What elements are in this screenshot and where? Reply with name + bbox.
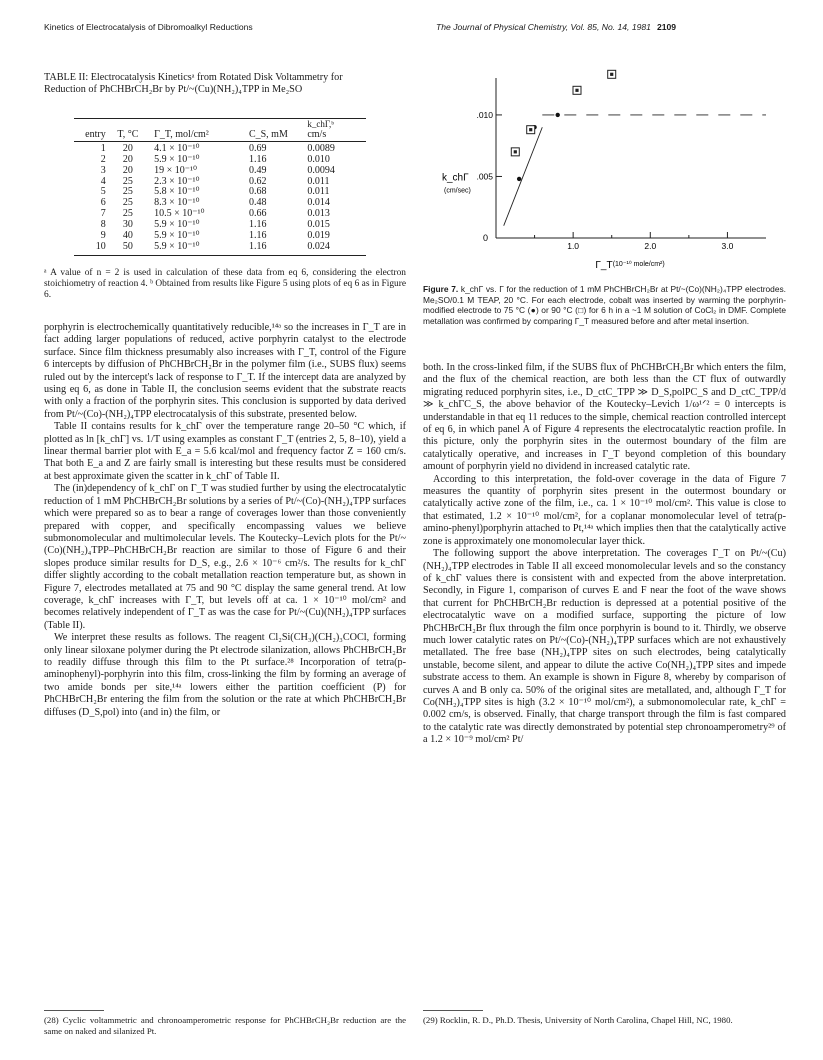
caption-label: Figure 7.: [423, 284, 459, 294]
table-cell-conc: 0.49: [248, 164, 267, 176]
body-paragraph: We interpret these results as follows. The reagent Cl₂Si(CH₃)(CH₂)₃COCl, forming only linear siloxane polymer during the Pt electrode silanization, allows PhCHBrCH₂Br to readily diffuse through this film to the Pt surface.²⁸ Incorporation of tetra(p-aminophenyl)-porphyrin into this film, cross-linking the film by forming an average of two amide bonds per site,¹⁴ᵃ lowers either the partition coefficient (P) for PhCHBrCH₂Br entering the film from the solution or the rate at which PhCHBrCH₂Br diffuses (D_S,pol) into (and in) the film, or: [44, 632, 406, 718]
page-number: 2109: [656, 22, 677, 32]
table-header: C_S, mM: [247, 130, 305, 141]
table-cell-entry: 4: [100, 175, 106, 187]
table-cell-temp: 20: [122, 142, 133, 154]
table-cell-conc: 0.68: [248, 186, 267, 198]
trend-line-solid: [504, 127, 543, 225]
table-footnote: ᵃ A value of n = 2 is used in calculation of these data from eq 6, considering the electron stoichiometry of reaction 4. ᵇ Obtained from results like Figure 5 using plots of eq 6 as in Figure 6.: [44, 268, 406, 301]
running-header-right: [436, 22, 676, 32]
table-cell-entry: 6: [100, 197, 106, 209]
footnote-29: (29) Rocklin, R. D., Ph.D. Thesis, University of North Carolina, Chapel Hill, NC, 1980.: [423, 1015, 733, 1025]
table-cell-kch: 0.019: [307, 230, 330, 242]
table-body: [74, 141, 366, 255]
table-cell-coverage: 5.9 × 10⁻¹⁰: [154, 219, 200, 231]
table-cell-temp: 25: [122, 197, 133, 209]
caption-text: k_chΓ vs. Γ for the reduction of 1 mM PhCHBrCH₂Br at Pt/~(Co)(NH₂)₄TPP electrodes. Me₂SO/0.1 M TEAP, 20 °C. For each electrode, cobalt was inserted by warming the porphyrin-modified electrode to 75 °C (●) or 90 °C (□) for 6 h in a ~1 M solution of CoCl₂ in DMF. Complete metallation was confirmed by comparing Γ_T measured before and after metal insertion.: [423, 284, 787, 326]
data-point-90c-inner: [575, 89, 578, 92]
table-row: [74, 155, 366, 166]
table-cell-entry: 3: [100, 164, 106, 176]
x-tick-label: 3.0: [721, 241, 734, 251]
table-cell-kch: 0.015: [307, 219, 330, 231]
table-header-kch-top: k_chΓ,ᵇ: [305, 119, 366, 130]
x-tick-label: 1.0: [567, 241, 580, 251]
table-cell-kch: 0.0094: [307, 164, 335, 176]
table-cell-conc: 1.16: [247, 242, 305, 255]
x-axis-label: Γ_T: [595, 260, 613, 271]
table-cell-conc: 1.16: [248, 153, 267, 165]
footnote-rule-left: [44, 1010, 104, 1011]
table-cell-entry: 9: [100, 230, 106, 242]
footnote-rule-right: [423, 1010, 483, 1011]
origin-label: 0: [482, 233, 488, 243]
table-cell-kch: 0.024: [305, 242, 366, 255]
table-cell-conc: 0.69: [248, 142, 267, 154]
table-cell-temp: 25: [122, 186, 133, 198]
data-point-90c-inner: [529, 128, 532, 131]
table-cell-temp: 30: [122, 219, 133, 231]
data-point-75c: [517, 177, 521, 181]
right-column-text: [423, 362, 786, 747]
y-tick-label: .005: [476, 171, 493, 182]
table-row: [74, 242, 366, 255]
table-cell-conc: 0.48: [248, 197, 267, 209]
table-cell-entry: 7: [100, 208, 106, 220]
kinetics-table: [74, 118, 366, 256]
table-cell-conc: 1.16: [248, 219, 267, 231]
table-cell-entry: 10: [74, 242, 108, 255]
figure-7-caption: [423, 284, 786, 326]
table-cell-coverage: 5.8 × 10⁻¹⁰: [154, 186, 200, 198]
table-cell-temp: 50: [108, 242, 148, 255]
x-axis-units: (10⁻¹⁰ mole/cm²): [612, 261, 665, 268]
table-cell-entry: 1: [100, 142, 106, 154]
table-cell-conc: 0.62: [248, 175, 267, 187]
table-cell-kch: 0.0089: [307, 142, 335, 154]
body-paragraph: The (in)dependency of k_chΓ on Γ_T was studied further by using the electrocatalytic reduction of 1 mM PhCHBrCH₂Br solutions by a series of Pt/~(Co)-(NH₂)₄TPP surfaces which were prepared so as to bear a range of coverages lower than those conveniently prepared with copper, and specifically encompassing values we believe submonomolecular and multimolecular levels. The Koutecky–Levich plots for the Pt/~(Co)(NH₂)₄TPP–PhCHBrCH₂Br reaction are similar to those of Figure 6 and their slopes produce similar results for D_S, e.g., 2.6 × 10⁻⁶ cm²/s. The results for k_chΓ differ slightly according to the cobalt metallation reaction temperature but, as shown in Figure 7, electrodes metallated at 75 and 90 °C display the same general trend. At low coverage, k_chΓ increases with Γ_T, but levels off at ca. 1 × 10⁻¹⁰ mol/cm² and becomes relatively independent of Γ_T as was the case for Pt/~(Cu)(NH₂)₄TPP surfaces (Table II).: [44, 483, 406, 631]
table-cell-entry: 5: [100, 186, 106, 198]
data-point-75c: [556, 113, 560, 117]
y-axis-label: k_chΓ: [442, 172, 469, 184]
table-header: T, °C: [108, 130, 148, 141]
data-point-90c-inner: [514, 150, 517, 153]
table-cell-temp: 20: [122, 153, 133, 165]
table-header: cm/s: [305, 130, 366, 141]
table-cell-coverage: 19 × 10⁻¹⁰: [154, 164, 198, 176]
figure-7-chart: [436, 68, 776, 276]
table-cell-conc: 0.66: [248, 208, 267, 220]
running-header-left: Kinetics of Electrocatalysis of Dibromoalkyl Reductions: [44, 22, 253, 32]
x-tick-label: 2.0: [644, 241, 657, 251]
table-cell-entry: 8: [100, 219, 106, 231]
table-cell-temp: 40: [122, 230, 133, 242]
table-cell-coverage: 5.9 × 10⁻¹⁰: [154, 230, 200, 242]
table-header: Γ_T, mol/cm²: [148, 130, 247, 141]
body-paragraph: According to this interpretation, the fold-over coverage in the data of Figure 7 measures the quantity of porphyrin sites present in the outermost boundary or catalytically active zone of the film, i.e., ca. 1 × 10⁻¹⁰ mol/cm². This value is close to that estimated, 1.2 × 10⁻¹⁰ mol/cm², for a coplanar monomolecular level of tetra(p-amino-phenyl)porphyrin attached to Pt,¹⁴ᵃ which implies then that the catalytically active zone is approximately one monomolecular layer thick.: [423, 473, 786, 547]
y-axis-units: (cm/sec): [444, 187, 471, 195]
body-paragraph: The following support the above interpretation. The coverages Γ_T on Pt/~(Cu)(NH₂)₄TPP electrodes in Table II all exceed monomolecular levels and so the constancy of k_chΓ values there is consistent with and expected from the above interpretation. Secondly, in Figure 1, comparison of curves E and F near the foot of the wave shows that current for PhCHBrCH₂Br reduction is depressed at a potential positive of the electrocatalytic wave on a modified surface, supporting the picture of low PhCHBrCH₂Br flux through the film once porphyrin is bound to it. Thirdly, we observe much lower catalytic rates on Pt/~(Co)-(NH₂)₄TPP surfaces which are not exhaustively metallated. The free base (NH₂)₄TPP sites on such electrodes, being catalytically unstable, become silent, and appear to dilute the active Co(NH₂)₄TPP sites and impede substrate access to them. An example is shown in Figure 8, whereby by comparison of curves A and B only ca. 50% of the original sites are metallated, and, although Γ_T for Co(NH₂)₄TPP sites is high (3.2 × 10⁻¹⁰ mol/cm²), a submonomolecular rate, k_chΓ = 0.002 cm/s, is observed. Finally, that charge transport through the film is fast compared to the catalytic rate was directly demonstrated by potential step chronoamperometry²⁹ of a 1.2 × 10⁻⁹ mol/cm² Pt/: [423, 548, 786, 746]
table-cell-coverage: 5.9 × 10⁻¹⁰: [148, 242, 247, 255]
table-cell-entry: 2: [100, 153, 106, 165]
table-cell-coverage: 4.1 × 10⁻¹⁰: [154, 142, 200, 154]
table-cell-coverage: 10.5 × 10⁻¹⁰: [154, 208, 205, 220]
table-cell-kch: 0.014: [307, 197, 330, 209]
table-cell-kch: 0.011: [307, 175, 330, 187]
body-paragraph: Table II contains results for k_chΓ over the temperature range 20–50 °C which, if plotted as ln [k_chΓ] vs. 1/T using examples as constant Γ_T (entries 2, 5, 8–10), yield a linear thermal barrier plot with E_a = 5.6 kcal/mol and frequency factor Z = 160 cm/s. That both E_a and Z are fairly small is interesting but these results must be considered at best approximate given the scatter in k_chΓ of Table II.: [44, 421, 406, 482]
left-column-text: [44, 322, 406, 719]
table-cell-temp: 25: [122, 208, 133, 220]
journal-citation: The Journal of Physical Chemistry, Vol. 85, No. 14, 1981: [436, 22, 651, 32]
table-cell-coverage: 8.3 × 10⁻¹⁰: [154, 197, 200, 209]
body-paragraph: both. In the cross-linked film, if the SUBS flux of PhCHBrCH₂Br which enters the film, and the flux of the chemical reaction, are both less than the CT flux of outwardly migrating reduced porphyrin sites, i.e., D_ctC_TPP ≫ D_S,polPC_S and D_ctC_TPP/d ≫ k_chΓC_S, the above behavior of the Koutecky–Levich 1/ω¹ᐟ² = 0 intercepts is understandable in that eq 11 reduces to the simple, chemical reaction controlled intercept of eq 6, in which panel A of Figure 4 represents the electrocatalytic reaction profile. In this picture, only the porphyrin sites in the outermost boundary of the film are catalytically operative, and increases in Γ_T beyond completion of this boundary amount of porphyrin yield no dividend in increased catalytic rate.: [423, 362, 786, 473]
table-cell-temp: 20: [122, 164, 133, 176]
table-cell-coverage: 5.9 × 10⁻¹⁰: [154, 153, 200, 165]
table-cell-kch: 0.013: [307, 208, 330, 220]
table-title: TABLE II: Electrocatalysis Kineticsᵃ from Rotated Disk Voltammetry for Reduction of PhCHBrCH₂Br by Pt/~(Cu)(NH₂)₄TPP in Me₂SO: [44, 72, 343, 96]
data-point-90c-inner: [610, 73, 613, 76]
table-row: [74, 141, 366, 154]
table-cell-conc: 1.16: [248, 230, 267, 242]
y-tick-label: .010: [476, 109, 493, 120]
table-row: [74, 166, 366, 177]
table-header: entry: [74, 130, 108, 141]
table-cell-temp: 25: [122, 175, 133, 187]
table-cell-kch: 0.010: [307, 153, 330, 165]
body-paragraph: porphyrin is electrochemically quantitatively reducible,¹⁴ᵃ so the increases in Γ_T are in fact adding larger populations of reduced, active porphyrin catalyst to the electrode surface. Since film thickness presumably also increases with Γ_T, control of the Figure 6 intercepts by diffusion of PhCHBrCH₂Br in the polymer film (i.e., SUBS flux) seems ruled out by the intercept's lack of response to Γ_T. If the intercept data are analyzed by using eq 6, as done in Table II, the conclusion seems evident that the substrate reacts with only a fraction of the porphyrin sites. This conclusion is supported by data derived from Pt/~(Co)-(NH₂)₄TPP electrocatalysis of this substrate, presented below.: [44, 322, 406, 420]
footnote-28: (28) Cyclic voltammetric and chronoamperometric response for PhCHBrCH₂Br reduction are the same on naked and silanized Pt.: [44, 1015, 406, 1036]
table-cell-kch: 0.011: [307, 186, 330, 198]
table-cell-coverage: 2.3 × 10⁻¹⁰: [154, 175, 200, 187]
